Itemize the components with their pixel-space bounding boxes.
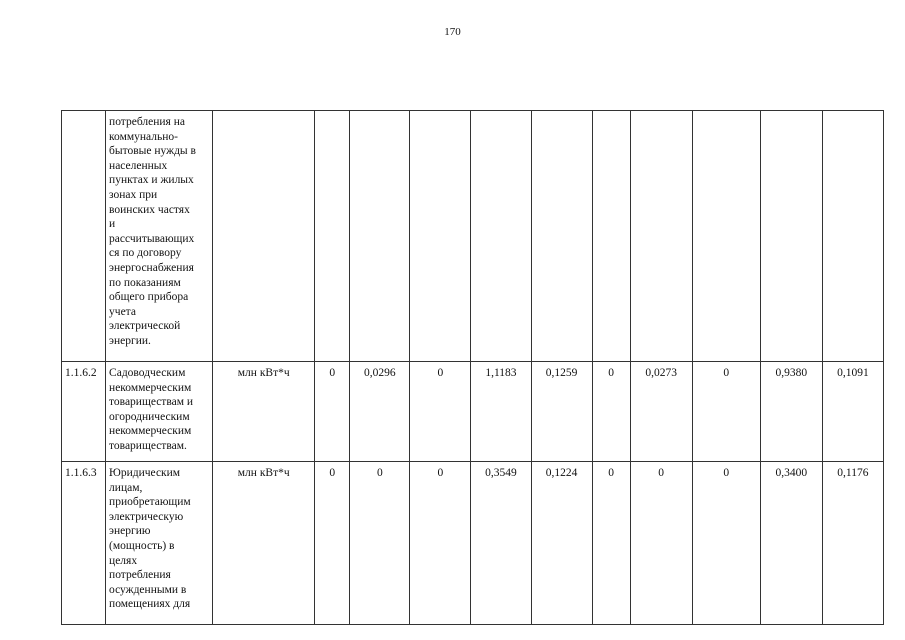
- value-cell: [630, 111, 692, 362]
- value-cell: 1,1183: [471, 362, 531, 462]
- value-cell: 0: [350, 462, 410, 625]
- tariff-table: [61, 110, 884, 625]
- value-cell: [692, 111, 760, 362]
- value-cell: [760, 111, 822, 362]
- value-cell: [531, 111, 592, 362]
- value-cell: 0: [592, 362, 630, 462]
- value-cell: 0: [692, 362, 760, 462]
- page-number: 170: [444, 26, 461, 38]
- row-unit: млн кВт*ч: [213, 462, 315, 625]
- value-cell: 0,0296: [350, 362, 410, 462]
- value-cell: 0,1224: [531, 462, 592, 625]
- value-cell: 0: [592, 462, 630, 625]
- value-cell: [592, 111, 630, 362]
- value-cell: 0: [410, 462, 471, 625]
- table-row: [62, 362, 884, 462]
- row-name-cell: [106, 362, 213, 462]
- value-cell: 0: [315, 462, 350, 625]
- value-cell: 0,3400: [760, 462, 822, 625]
- value-cell: [315, 111, 350, 362]
- value-cell: 0,1259: [531, 362, 592, 462]
- value-cell: 0: [315, 362, 350, 462]
- row-code: 1.1.6.3: [62, 462, 106, 625]
- row-name: потребления на коммунально- бытовые нужды в населенных пунктах и жилых зонах при воинских частях и рассчитывающих ся по договору энергоснабжения по показаниям общего прибора учета электрической энергии.: [109, 116, 196, 347]
- value-cell: [410, 111, 471, 362]
- table-row: [62, 462, 884, 625]
- row-unit: [213, 111, 315, 362]
- value-cell: 0: [410, 362, 471, 462]
- row-unit: млн кВт*ч: [213, 362, 315, 462]
- table-row: [62, 111, 884, 362]
- row-name-cell: [106, 111, 213, 362]
- value-cell: 0,3549: [471, 462, 531, 625]
- row-code: [62, 111, 106, 362]
- value-cell: 0,1091: [822, 362, 883, 462]
- value-cell: 0,0273: [630, 362, 692, 462]
- value-cell: 0: [692, 462, 760, 625]
- value-cell: 0,1176: [822, 462, 883, 625]
- row-name-cell: [106, 462, 213, 625]
- row-name: Садоводческим некоммерческим товариществам и огородническим некоммерческим товариществам.: [109, 367, 194, 452]
- row-name: Юридическим лицам, приобретающим электрическую энергию (мощность) в целях потребления осужденными в помещениях для: [109, 467, 191, 611]
- row-code: 1.1.6.2: [62, 362, 106, 462]
- value-cell: 0,9380: [760, 362, 822, 462]
- value-cell: [471, 111, 531, 362]
- value-cell: 0: [630, 462, 692, 625]
- value-cell: [350, 111, 410, 362]
- value-cell: [822, 111, 883, 362]
